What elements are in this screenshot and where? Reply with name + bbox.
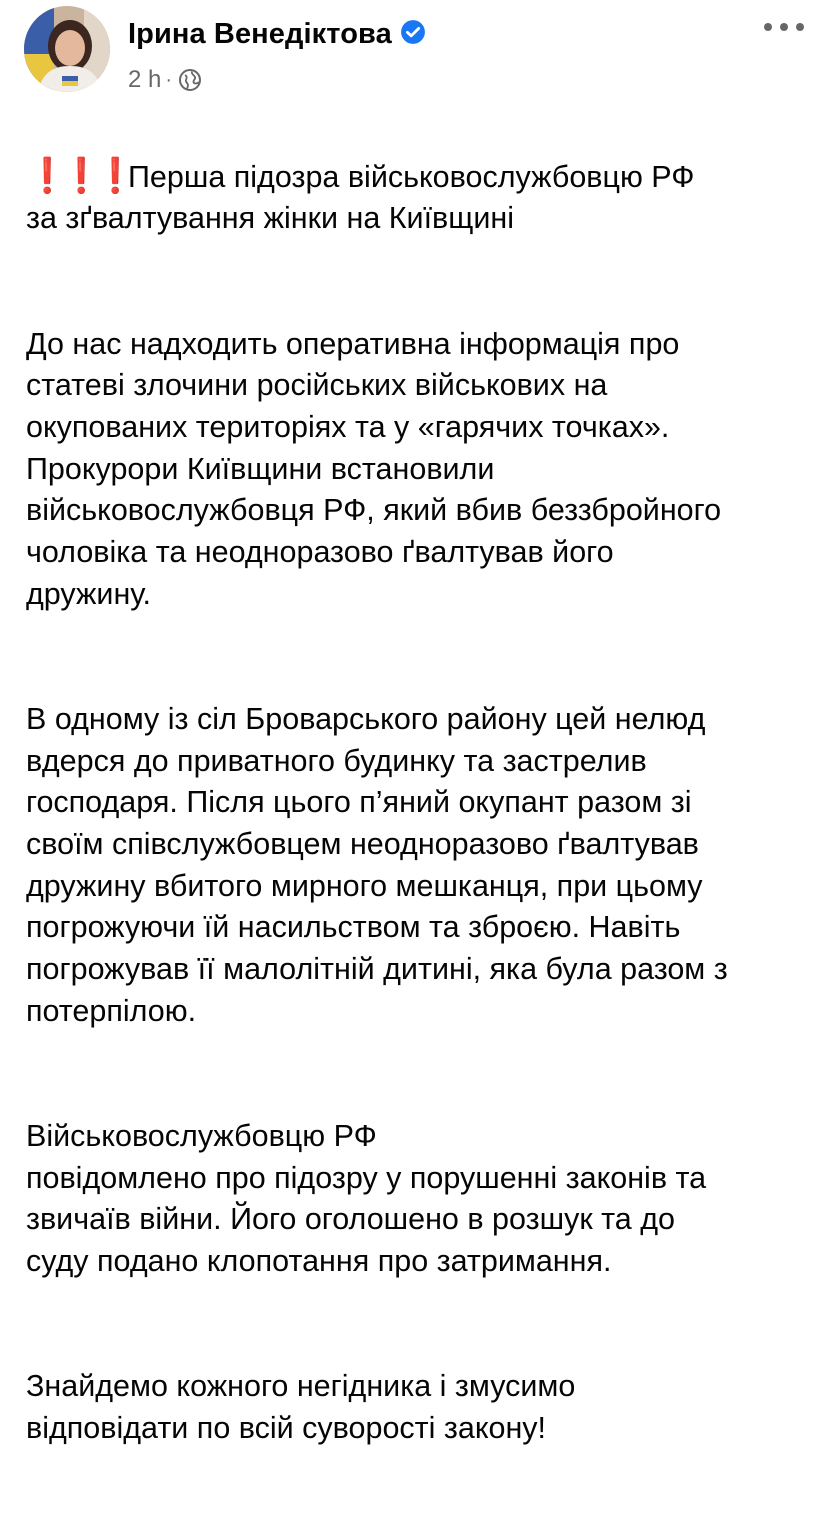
globe-icon[interactable] [178,68,202,92]
post-header [24,6,804,96]
post-meta [128,66,202,94]
verified-badge-icon [400,19,426,45]
post-paragraph: До нас надходить оперативна інформація про статеві злочини російських військових на окупованих територіях та у «гарячих точках». Прокурори Київщини встановили військовослужбовця РФ, який вбив беззбройного чоловіка та неодноразово ґвалтував його дружину. [26,326,722,611]
exclamation-emoji: ❗ [94,156,137,195]
more-dot [764,23,772,31]
more-dot [780,23,788,31]
exclamation-emoji: ❗ [60,156,103,195]
post-paragraph: В одному із сіл Броварського району цей нелюд вдерся до приватного будинку та застрелив господаря. Після цього п’яний окупант разом зі своїм співслужбовцем неодноразово ґвалтував дружину вбитого мирного мешканця, при цьому погрожуючи їй насильством та зброєю. Навіть погрожував її малолітній дитині, яка була разом з потерпілою. [26,701,728,1028]
avatar-image [24,6,110,92]
post-timestamp[interactable]: 2 h [128,66,162,93]
exclamation-emoji: ❗ [26,156,69,195]
more-dot [796,23,804,31]
meta-separator: · [165,68,173,91]
author-name[interactable] [128,18,426,51]
more-options-icon[interactable] [764,16,804,38]
post-headline: Перша підозра військовослужбовцю РФ за зґвалтування жінки на Київщині [26,159,695,236]
avatar[interactable] [24,6,110,92]
post-body [26,114,806,1533]
author-name-text[interactable]: Ірина Венедіктова [128,18,392,50]
post-headline-paragraph [26,156,806,240]
post-paragraph: Військовослужбовцю РФ повідомлено про підозру у порушенні законів та звичаїв війни. Його оголошено в розшук та до суду подано клопотання про затримання. [26,1118,707,1278]
post-paragraph: Знайдемо кожного негідника і змусимо відповідати по всій суворості закону! [26,1369,576,1445]
